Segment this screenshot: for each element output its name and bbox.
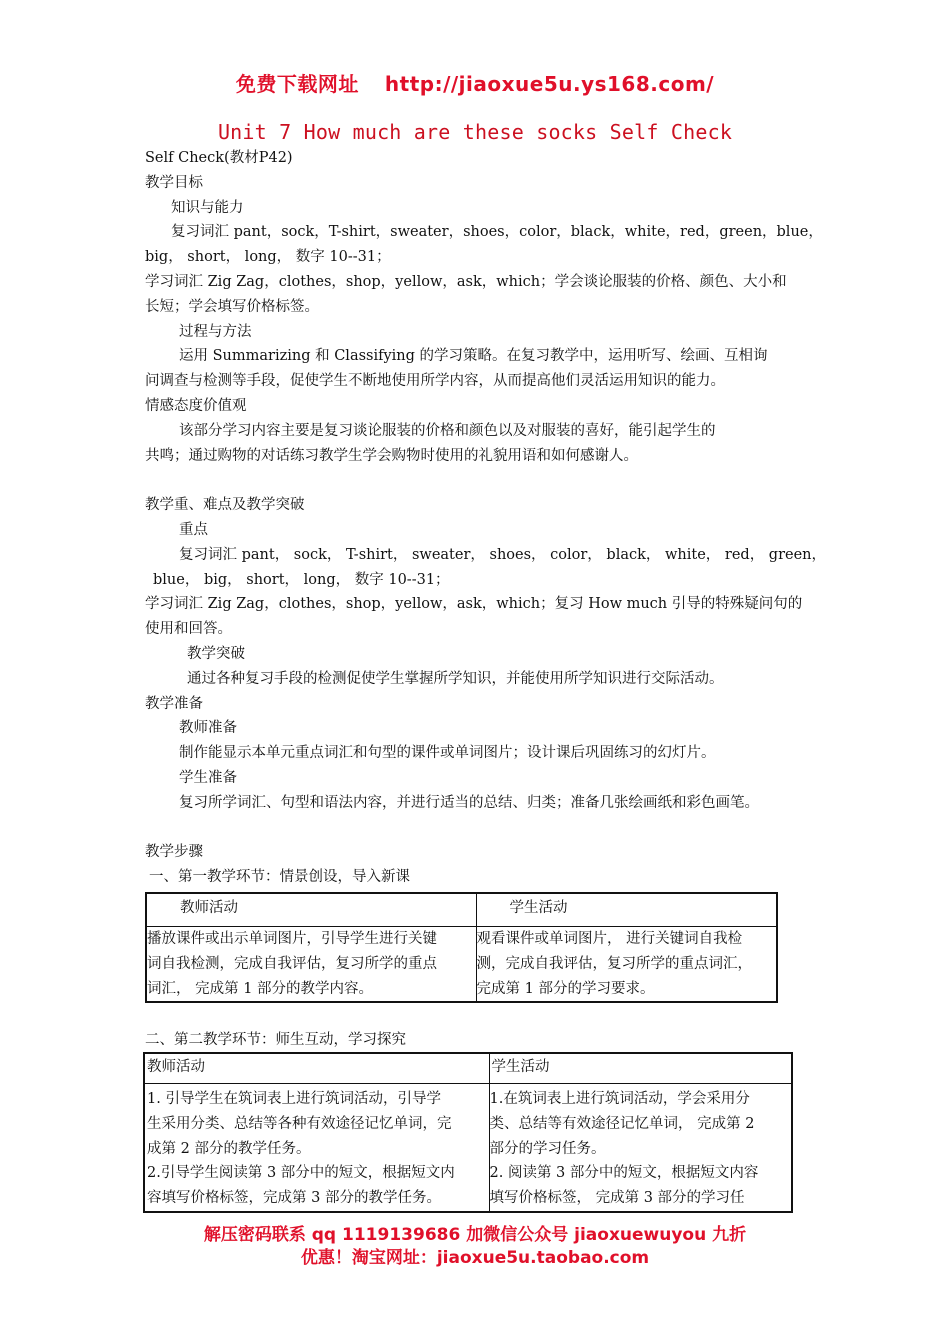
subheading-focus: 重点 — [179, 521, 208, 538]
paragraph-line: 学习词汇 Zig Zag，clothes，shop，yellow，ask，which；学会谈论服装的价格、颜色、大小和 — [145, 273, 787, 290]
header-teacher-activity: 教师活动 — [144, 1053, 489, 1084]
paragraph-line: 制作能显示本单元重点词汇和句型的课件或单词图片；设计课后巩固练习的幻灯片。 — [179, 745, 716, 762]
paragraph-line: 学习词汇 Zig Zag，clothes，shop，yellow，ask，which；复习 How much 引导的特殊疑问句的 — [145, 596, 803, 613]
document-body — [145, 146, 825, 890]
subheading-process: 过程与方法 — [179, 323, 252, 340]
paragraph-line: 复习词汇 pant， sock， T-shirt， sweater， shoes， color， black， white， red， green， — [179, 546, 827, 563]
table-row — [144, 1084, 792, 1212]
header-teacher-activity: 教师活动 — [146, 893, 476, 927]
subheading-knowledge: 知识与能力 — [171, 199, 244, 216]
paragraph-line: 通过各种复习手段的检测促使学生掌握所学知识，并能使用所学知识进行交际活动。 — [187, 670, 724, 687]
subheading-teacher-prep: 教师准备 — [179, 720, 237, 737]
paragraph-line: 共鸣；通过购物的对话练习教学生学会购物时使用的礼貌用语和如何感谢人。 — [145, 447, 638, 464]
heading-key-points: 教学重、难点及教学突破 — [145, 497, 305, 514]
site-url-link[interactable]: http://jiaoxue5u.ys168.com/ — [384, 72, 715, 96]
footer-contact-line: 解压密码联系 qq 1119139686 加微信公众号 jiaoxuewuyou 九折 — [203, 1225, 747, 1245]
student-activity-cell: 观看课件或单词图片， 进行关键词自我检 测，完成自我评估，复习所学的重点词汇， 完成第 1 部分的学习要求。 — [476, 927, 777, 1003]
heading-preparation: 教学准备 — [145, 695, 203, 712]
paragraph-line: 使用和回答。 — [145, 621, 232, 638]
teacher-activity-cell: 播放课件或出示单词图片，引导学生进行关键 词自我检测，完成自我评估，复习所学的重点 词汇， 完成第 1 部分的教学内容。 — [146, 927, 476, 1003]
paragraph-line: 复习词汇 pant，sock，T-shirt，sweater，shoes，color，black，white，red，green，blue， — [171, 224, 823, 241]
paragraph-line: big， short， long， 数字 10--31； — [145, 249, 391, 266]
header-student-activity: 学生活动 — [476, 893, 777, 927]
footer-shop-link[interactable]: 优惠！淘宝网址：jiaoxue5u.taobao.com — [300, 1248, 650, 1268]
table-row — [146, 927, 777, 1003]
paragraph-line: blue， big， short， long， 数字 10--31； — [153, 571, 450, 588]
step-one-heading: 一、第一教学环节：情景创设，导入新课 — [149, 869, 410, 886]
student-activity-cell: 1.在筑词表上进行筑词活动，学会采用分 类、总结等有效途径记忆单词， 完成第 2 部分的学习任务。 2. 阅读第 3 部分中的短文，根据短文内容 填写价格标签， 完成第 3 部分的学习任 — [489, 1084, 792, 1212]
paragraph-line: 复习所学词汇、句型和语法内容，并进行适当的总结、归类；准备几张绘画纸和彩色画笔。 — [179, 794, 759, 811]
subheading-student-prep: 学生准备 — [179, 769, 237, 786]
section-label: Self Check(教材P42) — [145, 150, 293, 166]
step-two-heading: 二、第二教学环节：师生互动，学习探究 — [145, 1032, 406, 1048]
subheading-breakthrough: 教学突破 — [187, 645, 245, 662]
step-one-table — [145, 892, 778, 1003]
heading-attitude: 情感态度价值观 — [145, 397, 247, 414]
header-student-activity: 学生活动 — [489, 1053, 792, 1084]
paragraph-line: 问调查与检测等手段，促使学生不断地使用所学内容，从而提高他们灵活运用知识的能力。 — [145, 373, 725, 390]
document-title: Unit 7 How much are these socks Self Check — [217, 120, 733, 144]
table-header-row — [146, 893, 777, 927]
table-header-row — [144, 1053, 792, 1084]
site-label: 免费下载网址 — [235, 72, 359, 96]
teacher-activity-cell: 1. 引导学生在筑词表上进行筑词活动，引导学 生采用分类、总结等各种有效途径记忆单词，完 成第 2 部分的教学任务。 2.引导学生阅读第 3 部分中的短文，根据短文内 容填写价格标签，完成第 3 部分的教学任务。 — [144, 1084, 489, 1212]
download-banner — [0, 68, 950, 97]
heading-steps: 教学步骤 — [145, 844, 203, 861]
paragraph-line: 该部分学习内容主要是复习谈论服装的价格和颜色以及对服装的喜好，能引起学生的 — [179, 422, 716, 439]
step-two-table — [143, 1052, 793, 1213]
paragraph-line: 运用 Summarizing 和 Classifying 的学习策略。在复习教学中，运用听写、绘画、互相询 — [179, 348, 768, 365]
paragraph-line: 长短；学会填写价格标签。 — [145, 298, 319, 315]
heading-objectives: 教学目标 — [145, 174, 203, 191]
